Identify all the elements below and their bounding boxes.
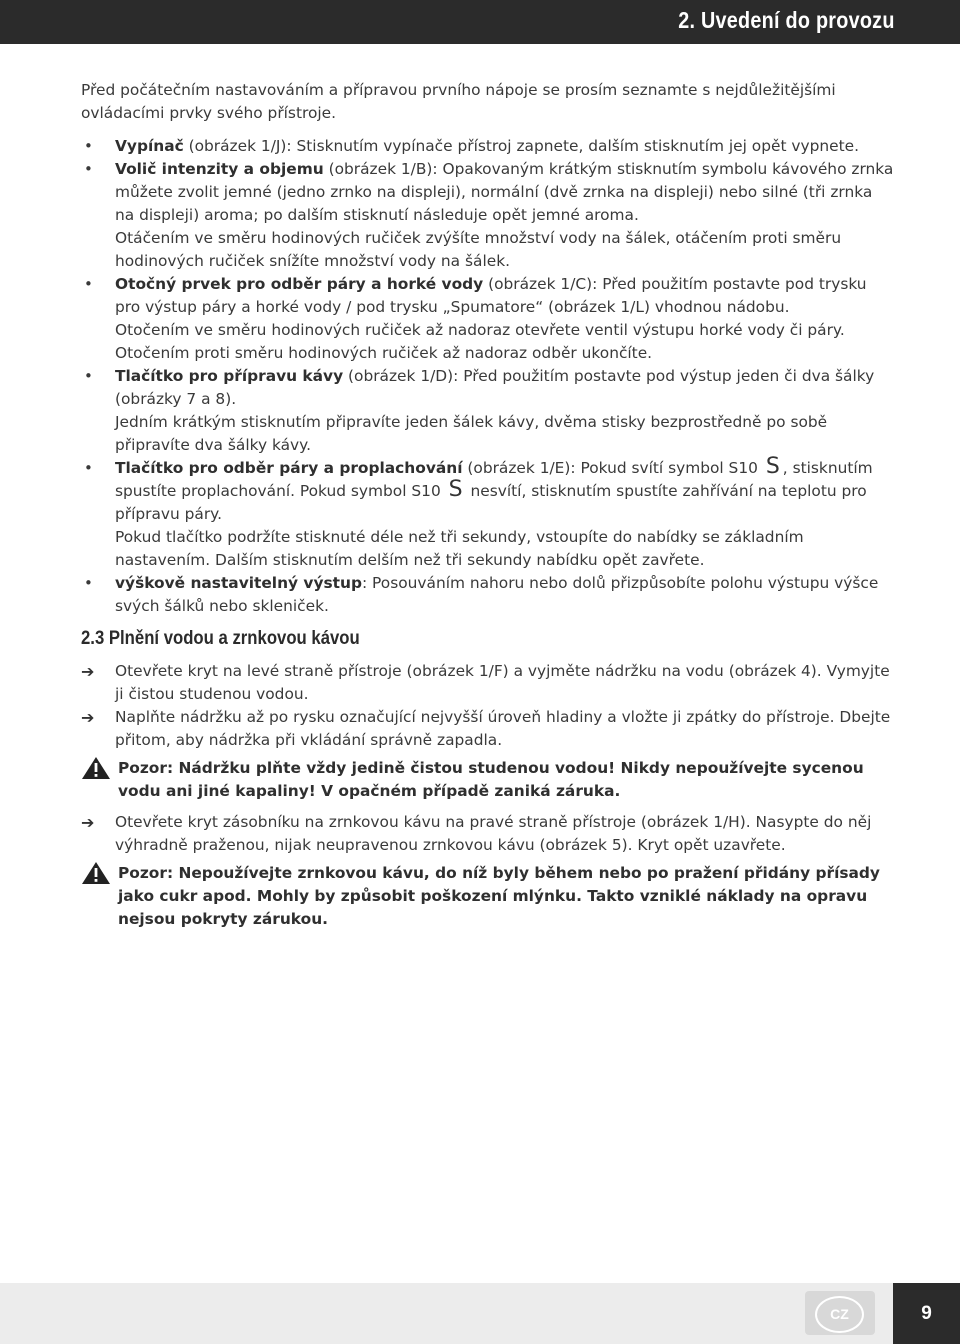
list-item: [81, 572, 896, 618]
language-badge: [796, 1283, 892, 1344]
item-text: Otáčením ve směru hodinových ručiček zvýšíte množství vody na šálek, otáčením proti směru hodinových ručiček snížíte množství vody na šálek.: [115, 229, 842, 270]
list-item: [81, 454, 896, 572]
warning-triangle-icon: [81, 861, 111, 885]
header-bar: [0, 0, 960, 44]
section-heading: 2.3 Plnění vodou a zrnkovou kávou: [81, 628, 360, 649]
item-term: Volič intenzity a objemu: [115, 160, 324, 178]
bullet-glyph: •: [84, 275, 93, 293]
bullet-glyph: •: [84, 367, 93, 385]
intro-paragraph: Před počátečním nastavováním a přípravou prvního nápoje se prosím seznamte s nejdůležitějšími ovládacími prvky svého přístroje.: [81, 81, 836, 122]
list-item: [81, 158, 896, 273]
step-text: Naplňte nádržku až po rysku označující nejvyšší úroveň hladiny a vložte ji zpátky do přístroje. Dbejte přitom, aby nádržka při vkládání správně zapadla.: [115, 708, 891, 749]
item-text: Jedním krátkým stisknutím připravíte jeden šálek kávy, dvěma stisky bezprostředně po sobě připravíte dva šálky kávy.: [115, 413, 828, 454]
chapter-title: 2. Uvedení do provozu: [678, 7, 895, 33]
language-code: CZ: [815, 1296, 864, 1333]
arrow-icon: ➔: [81, 813, 95, 832]
list-item: [81, 365, 896, 457]
item-term: výškově nastavitelný výstup: [115, 574, 362, 592]
list-item: [81, 135, 896, 158]
warning-text: Pozor: Nádržku plňte vždy jedině čistou studenou vodou! Nikdy nepoužívejte sycenou vodu ani jiné kapaliny! V opačném případě zaniká záruka.: [118, 759, 864, 800]
step-item: [81, 811, 896, 857]
s10-symbol-icon: S: [448, 477, 463, 502]
list-item: [81, 273, 896, 365]
item-text: : Posouváním nahoru nebo dolů přizpůsobíte polohu výstupu výšce svých šálků nebo skleniček.: [115, 574, 879, 615]
step-item: [81, 706, 896, 752]
arrow-icon: ➔: [81, 662, 95, 681]
item-text: (obrázek 1/J): Stisknutím vypínače přístroj zapnete, dalším stisknutím jej opět vypnete.: [183, 137, 859, 155]
s10-symbol-icon: S: [765, 454, 780, 479]
step-item: [81, 660, 896, 706]
step-text: Otevřete kryt na levé straně přístroje (obrázek 1/F) a vyjměte nádržku na vodu (obrázek 4). Vymyjte ji čistou studenou vodou.: [115, 662, 890, 703]
warning-block: [81, 757, 896, 803]
item-text: , stisknutím spustíte proplachování. Pokud symbol S10: [115, 459, 873, 500]
item-term: Otočný prvek pro odběr páry a horké vody: [115, 275, 484, 293]
item-text: nesvítí, stisknutím spustíte zahřívání na teplotu pro přípravu páry.: [115, 482, 867, 523]
item-text: (obrázek 1/C): Před použitím postavte pod trysku pro výstup páry a horké vody / pod trysku „Spumatore“ (obrázek 1/L) vhodnou nádobu.: [115, 275, 867, 316]
item-text: (obrázek 1/B): Opakovaným krátkým stisknutím symbolu kávového zrnka můžete zvolit jemné (jedno zrnko na displeji), normální (dvě zrnka na displeji) nebo silné (tři zrnka na displeji) aroma; po dalším stisknutí následuje opět jemné aroma.: [115, 160, 894, 224]
item-text: Otočením ve směru hodinových ručiček až nadoraz otevřete ventil výstupu horké vody či páry.: [115, 321, 845, 339]
arrow-icon: ➔: [81, 708, 95, 727]
item-text: Otočením proti směru hodinových ručiček až nadoraz odběr ukončíte.: [115, 344, 653, 362]
step-text: Otevřete kryt zásobníku na zrnkovou kávu na pravé straně přístroje (obrázek 1/H). Nasypte do něj výhradně praženou, nijak neupravenou zrnkovou kávu (obrázek 5). Kryt opět uzavřete.: [115, 813, 872, 854]
item-text: (obrázek 1/E): Pokud svítí symbol S10: [462, 459, 763, 477]
main-content: [81, 79, 896, 939]
warning-block: [81, 862, 896, 931]
bullet-glyph: •: [84, 137, 93, 155]
warning-text: Pozor: Nepoužívejte zrnkovou kávu, do níž byly během nebo po pražení přidány přísady jako cukr apod. Mohly by způsobit poškození mlýnku. Takto vzniklé náklady na opravu nejsou pokryty zárukou.: [118, 864, 880, 928]
item-text: (obrázek 1/D): Před použitím postavte pod výstup jeden či dva šálky (obrázky 7 a 8).: [115, 367, 875, 408]
item-term: Tlačítko pro přípravu kávy: [115, 367, 344, 385]
item-text: Pokud tlačítko podržíte stisknuté déle než tři sekundy, vstoupíte do nabídky se základním nastavením. Dalším stisknutím delším než tři sekundy nabídku opět zavřete.: [115, 528, 804, 569]
item-term: Vypínač: [115, 137, 184, 155]
bullet-glyph: •: [84, 574, 93, 592]
warning-triangle-icon: [81, 756, 111, 780]
item-term: Tlačítko pro odběr páry a proplachování: [115, 459, 463, 477]
bullet-glyph: •: [84, 160, 93, 178]
page-number: 9: [893, 1283, 960, 1344]
bullet-glyph: •: [84, 459, 93, 477]
